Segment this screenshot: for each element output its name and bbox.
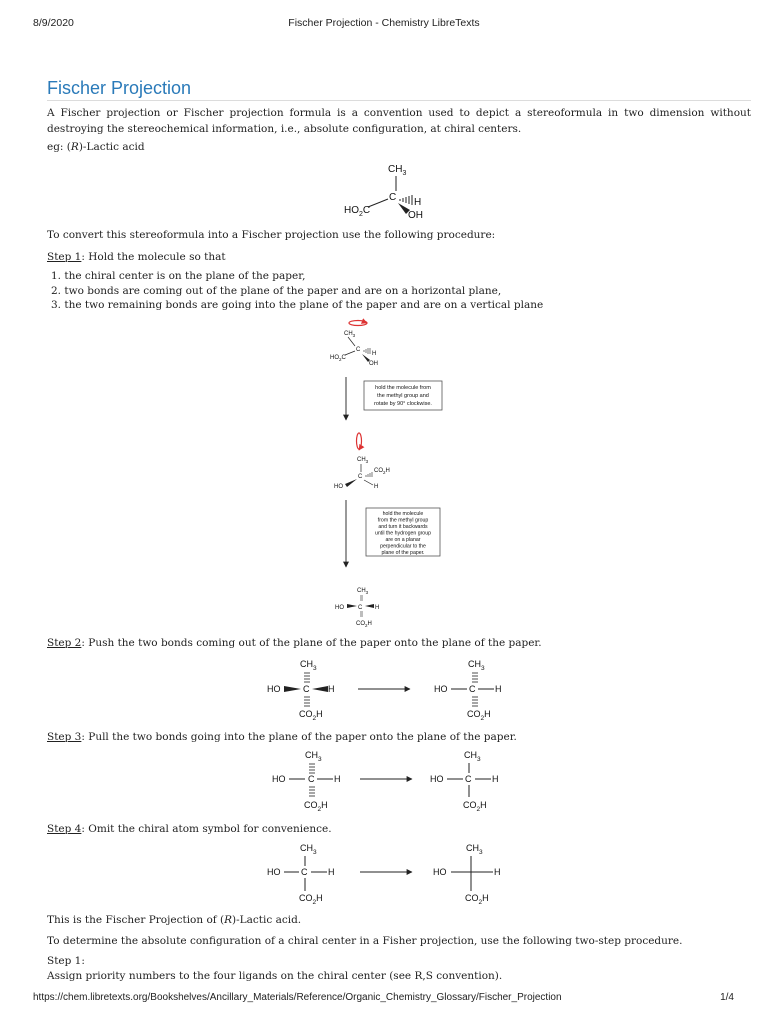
step4-figure <box>267 843 501 906</box>
step1-item-3: 3. the two remaining bonds are going into the plane of the paper and are on a vertical plane <box>51 299 544 311</box>
svg-text:H: H <box>372 351 377 357</box>
box2-line-4: until the hydrogen group <box>375 530 431 537</box>
lactic-acid-stereoformula <box>344 164 423 221</box>
svg-text:CO2H: $CO_2H$ <box>374 468 390 475</box>
box2-line-3: and turn it backwards <box>378 524 428 530</box>
svg-text:C: C <box>301 867 308 877</box>
procedure-molecule-3 <box>335 588 379 628</box>
svg-text:H: H <box>414 197 422 208</box>
svg-text:CH3: $CH_3$ <box>388 164 407 177</box>
svg-text:CH3: $CH_3$ <box>468 659 485 672</box>
svg-text:H: H <box>334 774 341 784</box>
box2-line-1: hold the molecule <box>382 511 424 517</box>
svg-text:HO2C: $HO_2C$ <box>344 205 371 218</box>
print-date: 8/9/2020 <box>33 17 74 29</box>
svg-text:HO: HO <box>267 684 281 694</box>
svg-text:HO: HO <box>334 484 343 490</box>
step1-item-1: 1. the chiral center is on the plane of the paper, <box>51 270 306 282</box>
box1-line-3: rotate by 90° clockwise. <box>374 401 432 407</box>
step3-heading: Step 3: Pull the two bonds going into the plane of the paper onto the plane of the paper. <box>47 731 517 743</box>
box2-line-5: are on a planar <box>385 537 421 543</box>
svg-text:HO: HO <box>335 605 344 611</box>
svg-text:H: H <box>494 867 501 877</box>
print-url: https://chem.libretexts.org/Bookshelves/Ancillary_Materials/Reference/Organic_Chemistry_Glossary/Fischer_Projection <box>33 992 562 1003</box>
conclusion-paragraph: This is the Fischer Projection of (R)-Lactic acid. <box>47 914 302 926</box>
svg-text:C: C <box>358 605 363 611</box>
intro-paragraph: A Fischer projection or Fischer projection formula is a convention used to depict a stereoformula in two dimension without destroying the stereochemical information, i.e., absolute configuration, at chiral centers. <box>47 107 751 135</box>
svg-text:CO2H: $CO_2H$ <box>463 800 487 813</box>
svg-text:HO: HO <box>272 774 286 784</box>
example-label: eg: (R)-Lactic acid <box>47 141 145 153</box>
svg-text:HO: HO <box>433 867 447 877</box>
svg-text:CH3: $CH_3$ <box>300 843 317 856</box>
box2-line-7: plane of the paper. <box>381 550 425 556</box>
svg-text:C: C <box>308 774 315 784</box>
step1-heading: Step 1: Hold the molecule so that <box>47 251 226 263</box>
svg-text:H: H <box>495 684 502 694</box>
step1-item-2: 2. two bonds are coming out of the plane of the paper and are on a horizontal plane, <box>51 285 502 297</box>
svg-text:OH: OH <box>408 210 423 221</box>
svg-text:HO: HO <box>430 774 444 784</box>
svg-text:H: H <box>375 605 380 611</box>
determine-paragraph: To determine the absolute configuration of a chiral center in a Fisher projection, use the following two-step procedure. <box>47 935 683 947</box>
step3-label: Step 3 <box>47 731 82 743</box>
convert-paragraph: To convert this stereoformula into a Fischer projection use the following procedure: <box>47 229 496 241</box>
procedure-molecule-2 <box>334 433 390 490</box>
svg-text:CO2H: $CO_2H$ <box>299 709 323 722</box>
svg-text:CO2H: $CO_2H$ <box>299 893 323 906</box>
svg-text:H: H <box>492 774 499 784</box>
svg-text:C: C <box>303 684 310 694</box>
svg-text:HO: HO <box>434 684 448 694</box>
svg-text:C: C <box>465 774 472 784</box>
svg-text:C: C <box>356 347 361 353</box>
step2-label: Step 2 <box>47 637 82 649</box>
svg-text:CO2H: $CO_2H$ <box>467 709 491 722</box>
svg-text:CO2H: $CO_2H$ <box>304 800 328 813</box>
print-page-number: 1/4 <box>720 992 734 1003</box>
svg-text:C: C <box>469 684 476 694</box>
step4-heading: Step 4: Omit the chiral atom symbol for convenience. <box>47 823 332 835</box>
svg-text:CH3: $CH_3$ <box>344 331 356 338</box>
step4-label: Step 4 <box>47 823 82 835</box>
step2-figure <box>267 659 502 722</box>
svg-text:H: H <box>374 484 379 490</box>
step3-figure <box>272 750 499 813</box>
svg-text:CH3: $CH_3$ <box>357 457 369 464</box>
svg-text:C: C <box>389 192 397 203</box>
procedure-molecule-1 <box>330 321 378 368</box>
box1-line-1: hold the molecule from <box>375 385 431 391</box>
svg-text:CH3: $CH_3$ <box>305 750 322 763</box>
svg-text:H: H <box>328 684 335 694</box>
page-title: Fischer Projection <box>47 78 192 98</box>
svg-text:CH3: $CH_3$ <box>357 588 369 595</box>
svg-text:CO2H: $CO_2H$ <box>356 621 372 628</box>
svg-text:H: H <box>328 867 335 877</box>
box2-line-6: perpendicular to the <box>380 543 426 550</box>
step2-heading: Step 2: Push the two bonds coming out of the plane of the paper onto the plane of the paper. <box>47 637 542 649</box>
substep1-label: Step 1: <box>47 955 85 967</box>
svg-text:HO: HO <box>267 867 281 877</box>
box2-line-2: from the methyl group <box>377 517 429 524</box>
substep1-text: Assign priority numbers to the four ligands on the chiral center (see R,S convention). <box>47 970 503 982</box>
step1-label: Step 1 <box>47 251 82 263</box>
svg-text:OH: OH <box>369 361 378 367</box>
svg-text:CO2H: $CO_2H$ <box>465 893 489 906</box>
svg-text:CH3: $CH_3$ <box>466 843 483 856</box>
svg-text:CH3: $CH_3$ <box>464 750 481 763</box>
svg-text:CH3: $CH_3$ <box>300 659 317 672</box>
box1-line-2: the methyl group and <box>377 393 429 399</box>
print-page-title: Fischer Projection - Chemistry LibreTexts <box>288 17 480 29</box>
svg-text:HO2C: $HO_2C$ <box>330 355 346 362</box>
svg-text:C: C <box>358 474 363 480</box>
